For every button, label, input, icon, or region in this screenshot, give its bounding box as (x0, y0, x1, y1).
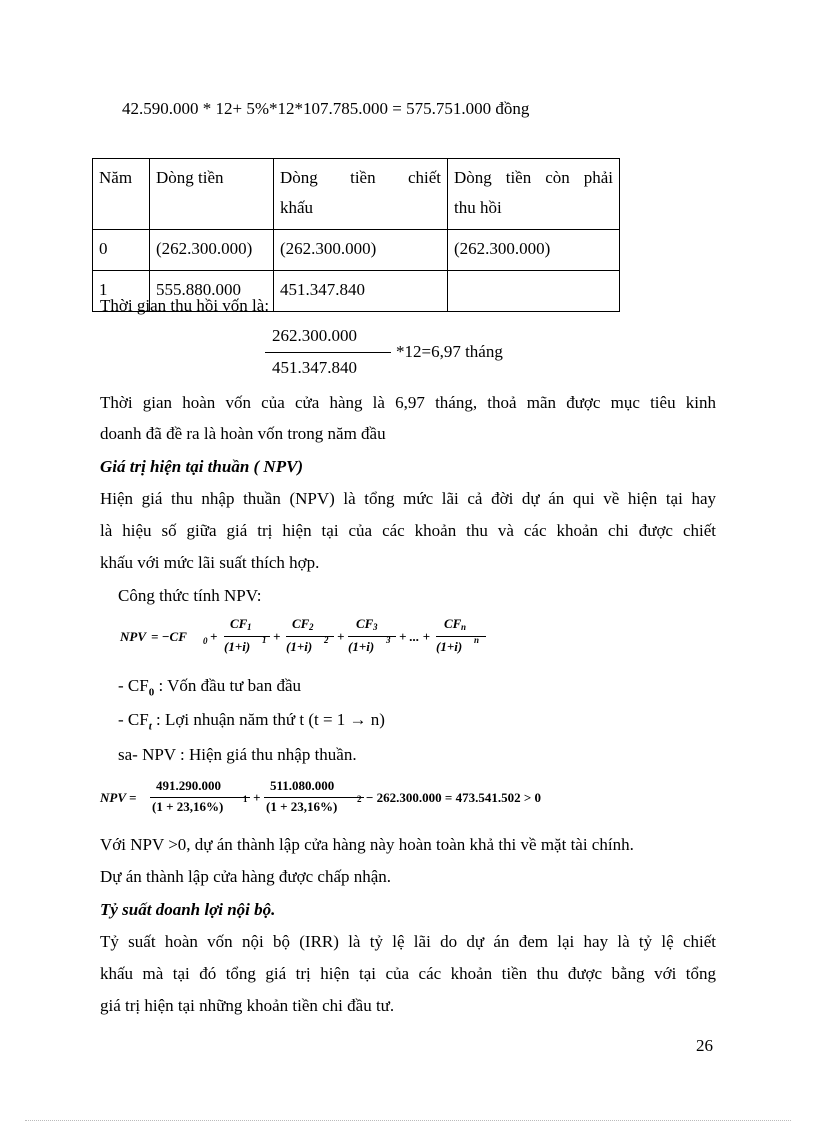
cft-definition: - $CF_t$ : Lợi nhuận năm thứ t (t = 1 → n) (118, 710, 385, 733)
npv-conclusion-line-1: Với NPV >0, dự án thành lập cửa hàng này hoàn toàn khả thi về mặt tài chính. (100, 835, 634, 854)
table-cell: 555.880.000 (150, 271, 274, 312)
payback-denominator: 451.347.840 (272, 358, 357, 377)
npv-conclusion-line-2: Dự án thành lập cửa hàng được chấp nhận. (100, 867, 392, 886)
cf0-definition: - $CF_0$ : Vốn đầu tư ban đầu (118, 676, 301, 699)
footer-divider (25, 1120, 791, 1121)
table-cell: (262.300.000) (448, 230, 620, 271)
payback-numerator: 262.300.000 (272, 326, 357, 345)
npv-term-2-den: (1+i) (286, 639, 313, 654)
npv-definition-line-2: là hiệu số giữa giá trị hiện tại của các khoản thu và các khoản chi được chiết (100, 521, 716, 540)
header-nam: Năm (93, 159, 150, 230)
irr-definition-line-1: Tỷ suất hoàn vốn nội bộ (IRR) là tỷ lệ lãi do dự án đem lại hay là tỷ lệ chiết (100, 932, 716, 951)
npv-term-n-den: (1+i) (436, 639, 463, 654)
fraction-bar (150, 797, 250, 798)
npv-calc-den1: (1 + 23,16%) (152, 799, 224, 814)
table-cell: (262.300.000) (274, 230, 448, 271)
npv-calc-den2: (1 + 23,16%) (266, 799, 338, 814)
npv-term-n-num: CF (444, 616, 462, 631)
table-header-row (93, 159, 620, 230)
npv-formula-ellipsis: + ... + (399, 629, 431, 644)
npv-formula-label: Công thức tính NPV: (118, 586, 262, 605)
npv-calc-result: − 262.300.000 = 473.541.502 > 0 (366, 790, 541, 805)
npv-definition-line-1: Hiện giá thu nhập thuần (NPV) là tổng mức lãi cả đời dự án qui về hiện tại hay (100, 489, 716, 508)
header-dong-tien: Dòng tiền (150, 159, 274, 230)
npv-heading: Giá trị hiện tại thuần ( NPV) (100, 457, 304, 476)
irr-definition-line-3: giá trị hiện tại những khoản tiền chi đầu tư. (100, 996, 395, 1015)
npv-formula-t0-sub: 0 (203, 636, 208, 646)
header-dong-tien-con-phai-thu-hoi: Dòng tiền còn phải thu hồi (448, 159, 620, 230)
npv-term-3-num: CF (356, 616, 374, 631)
table-row (93, 230, 620, 271)
npv-definition-line-3: khấu với mức lãi suất thích hợp. (100, 553, 320, 572)
calc-line: 42.590.000 * 12+ 5%*12*107.785.000 = 575.751.000 đồng (122, 99, 530, 118)
payback-text-line-1: Thời gian hoàn vốn của cửa hàng là 6,97 tháng, thoả mãn được mục tiêu kinh (100, 393, 716, 412)
npv-calc-num1: 491.290.000 (156, 778, 221, 793)
table-cell: 1 (93, 271, 150, 312)
npv-term-2-num: CF (292, 616, 310, 631)
npv-formula: NPV = −CF 0 + CF 1 (1+i) 1 + CF 2 (1+i) 2 + CF 3 (1+i) 3 + ... + CF n (1+i) n (120, 612, 500, 667)
table-cell: 451.347.840 (274, 271, 448, 312)
fraction-bar (264, 797, 364, 798)
npv-term-1-num: CF (230, 616, 248, 631)
header-dong-tien-chiet-khau: Dòng tiền chiết khấu (274, 159, 448, 230)
table-cell: 0 (93, 230, 150, 271)
npv-calc-num2: 511.080.000 (270, 778, 335, 793)
page-number: 26 (696, 1036, 713, 1055)
npv-formula-t0: = −CF (151, 629, 187, 644)
payback-label: Thời gian thu hồi vốn là: (100, 296, 270, 315)
payback-result: *12=6,97 tháng (396, 342, 503, 361)
table-cell (448, 271, 620, 312)
table-cell: (262.300.000) (150, 230, 274, 271)
payback-text-line-2: doanh đã đề ra là hoàn vốn trong năm đầu (100, 424, 386, 443)
npv-calc-lhs: NPV = (100, 790, 137, 805)
irr-definition-line-2: khấu mà tại đó tổng giá trị hiện tại của các khoản tiền thu được bằng với tổng (100, 964, 716, 983)
cashflow-table (92, 158, 620, 312)
npv-calculation: NPV = 491.290.000 (1 + 23,16%) 1 + 511.080.000 (1 + 23,16%) 2 − 262.300.000 = 473.541.502 > 0 (100, 778, 541, 814)
npv-formula-lhs: NPV (120, 629, 146, 644)
irr-heading: Tỷ suất doanh lợi nội bộ. (100, 900, 276, 919)
npv-term-3-den: (1+i) (348, 639, 375, 654)
npv-term-1-den: (1+i) (224, 639, 251, 654)
fraction-bar (265, 352, 391, 353)
npv-meaning: sa- NPV : Hiện giá thu nhập thuần. (118, 745, 357, 764)
